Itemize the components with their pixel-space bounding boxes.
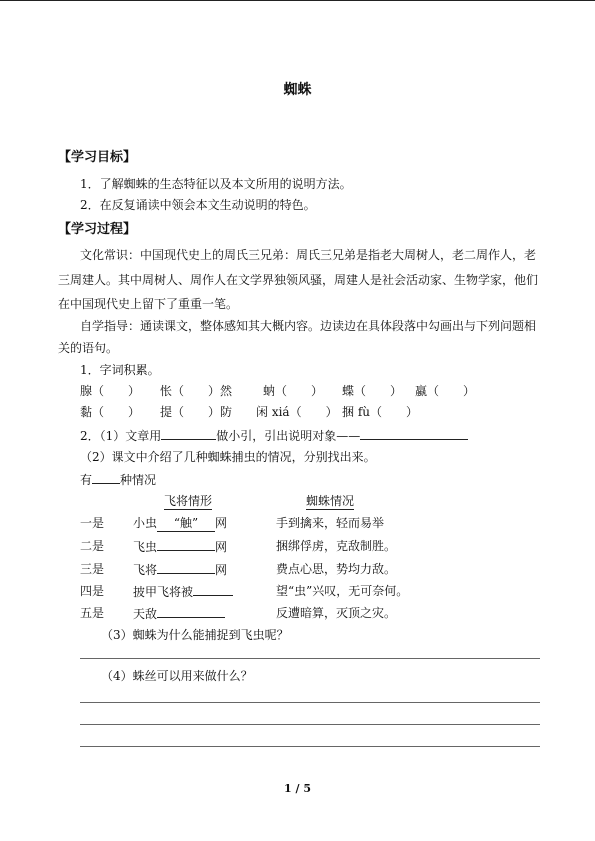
para2-line-1: 自学指导：通读课文，整体感知其大概内容。边读边在具体段落中勾画出与下列问题相 (80, 319, 537, 333)
vocab-item: 黏（ ） (80, 405, 141, 419)
goal-item-2: 2．在反复诵读中领会本文生动说明的特色。 (80, 198, 316, 212)
row-fill-blank[interactable] (157, 561, 215, 574)
row-suffix: 网 (215, 563, 228, 577)
section-heading-goals: 【学习目标】 (58, 150, 137, 165)
answer-blank[interactable] (92, 471, 120, 484)
q2-mid: 做小引，引出说明对象—— (216, 429, 361, 443)
table-row-label: 一是 (80, 516, 105, 530)
vocab-item: 捆 fù（ ） (342, 405, 418, 419)
page-number: 1 / 5 (284, 782, 311, 795)
table-row-cell (133, 561, 227, 578)
case-count-line (80, 471, 156, 488)
vocab-item: 腺（ ） (80, 384, 141, 398)
table-row-result: 反遭暗算，灭顶之灾。 (276, 606, 397, 620)
answer-line[interactable] (80, 746, 540, 747)
q2-prefix: 2．（1）文章用 (80, 429, 162, 443)
table-row-result: 手到擒来，轻而易举 (276, 516, 385, 530)
row-suffix: 网 (215, 516, 228, 530)
page-top-border (0, 0, 595, 1)
para2-line-2: 关的语句。 (58, 341, 119, 355)
vocab-item: 提（ ）防 (160, 405, 233, 419)
table-row-label: 五是 (80, 606, 105, 620)
vocab-item: 蚋（ ） (263, 384, 324, 398)
para1-line-1: 文化常识：中国现代史上的周氏三兄弟：周氏三兄弟是指老大周树人，老二周作人，老 (80, 248, 537, 262)
table-row-cell (133, 538, 227, 555)
section-heading-process: 【学习过程】 (58, 222, 137, 237)
vocab-item: 蠃（ ） (415, 384, 476, 398)
question-1-label: 1．字词积累。 (80, 363, 160, 377)
vocab-item: 闲 xiá（ ） (256, 405, 338, 419)
document-title: 蜘蛛 (283, 82, 312, 98)
row-fill-blank[interactable] (157, 538, 215, 551)
row-fill-blank[interactable] (157, 605, 225, 618)
table-header-flying: 飞将情形 (164, 494, 213, 508)
table-row-cell (133, 515, 227, 532)
question-2-part-1 (80, 427, 468, 444)
question-2-part-2: （2）课文中介绍了几种蜘蛛捕虫的情况，分别找出来。 (80, 450, 376, 464)
row-fill-blank[interactable] (193, 583, 233, 596)
vocab-item: 怅（ ）然 (160, 384, 233, 398)
answer-line[interactable] (80, 658, 540, 659)
vocab-item: 蝶（ ） (342, 384, 403, 398)
table-row-result: 费点心思，势均力敌。 (276, 562, 397, 576)
table-row-cell (133, 583, 233, 600)
question-3: （3）蜘蛛为什么能捕捉到飞虫呢？ (101, 628, 289, 642)
row-prefix: 小虫 (133, 516, 158, 530)
answer-blank[interactable] (360, 427, 468, 440)
table-row-label: 四是 (80, 584, 105, 598)
row-prefix: 飞虫 (133, 540, 158, 554)
table-header-spider: 蜘蛛情况 (306, 494, 355, 508)
row-prefix: 披甲飞将被 (133, 585, 194, 599)
table-row-label: 三是 (80, 562, 105, 576)
goal-item-1: 1．了解蜘蛛的生态特征以及本文所用的说明方法。 (80, 177, 352, 191)
para1-line-3: 在中国现代史上留下了重重一笔。 (58, 297, 239, 311)
table-row-label: 二是 (80, 539, 105, 553)
table-row-result: 捆绑俘虏，克敌制胜。 (276, 539, 397, 553)
case-count-prefix: 有 (80, 473, 93, 487)
row-prefix: 飞将 (133, 563, 158, 577)
row-suffix: 网 (215, 540, 228, 554)
question-4: （4）蛛丝可以用来做什么？ (101, 669, 253, 683)
table-row-result: 望“虫”兴叹，无可奈何。 (276, 584, 409, 598)
row-fill-blank[interactable]: “触” (157, 515, 215, 532)
case-count-suffix: 种情况 (120, 473, 157, 487)
answer-line[interactable] (80, 724, 540, 725)
table-row-cell (133, 605, 225, 622)
answer-blank[interactable] (161, 427, 216, 440)
row-prefix: 天敌 (133, 607, 158, 621)
para1-line-2: 三周建人。其中周树人、周作人在文学界独领风骚，周建人是社会活动家、生物学家，他们 (58, 273, 539, 287)
answer-line[interactable] (80, 702, 540, 703)
